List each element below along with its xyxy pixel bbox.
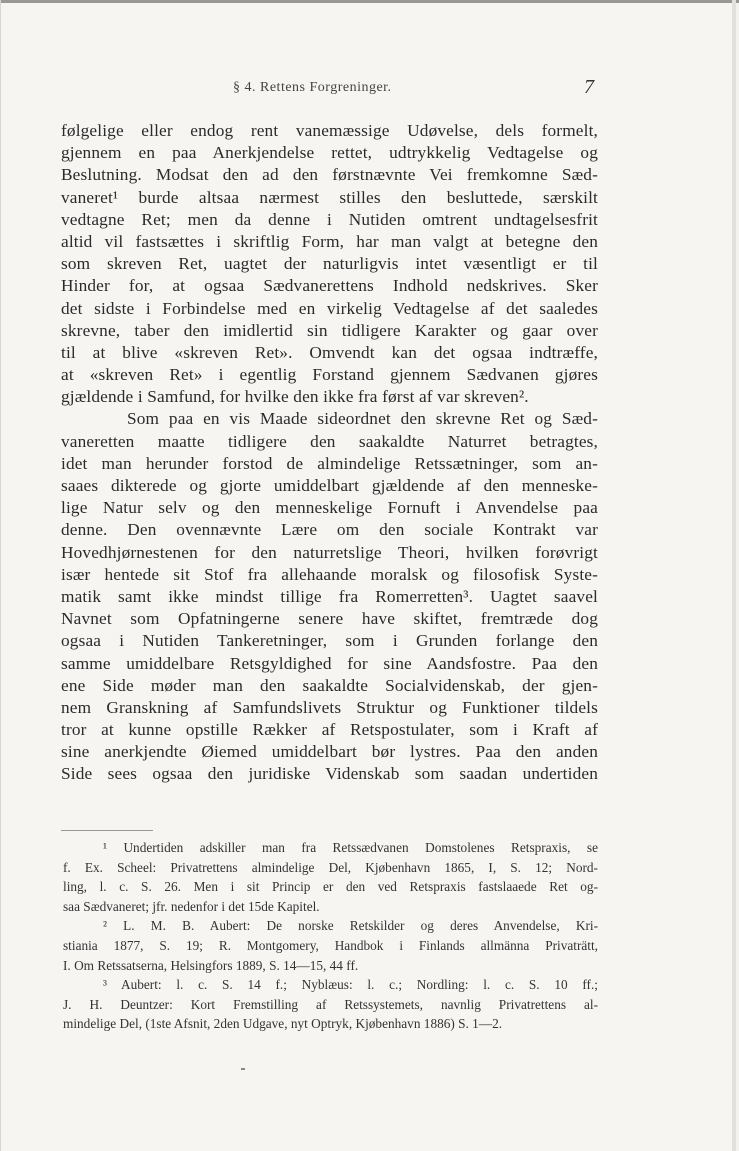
ink-speck [241, 1068, 245, 1070]
body-line: vedtagne Ret; men da denne i Nutiden omtrent undtagelsesfrit [61, 209, 598, 229]
body-line: til at blive «skreven Ret». Omvendt kan det ogsaa indtræffe, [61, 342, 598, 362]
body-line: ene Side møder man den saakaldte Socialvidenskab, der gjen- [61, 675, 598, 695]
body-line: samme umiddelbare Retsgyldighed for sine Aandsfostre. Paa den [61, 653, 598, 673]
footnote-line: f. Ex. Scheel: Privatrettens almindelige Del, Kjøbenhavn 1865, I, S. 12; Nord- [63, 859, 598, 875]
body-line: Navnet som Opfatningerne senere have skiftet, fremtræde dog [61, 609, 598, 629]
body-line: denne. Den ovennævnte Lære om den sociale Kontrakt var [61, 520, 598, 540]
footnote-line: I. Om Retssatserna, Helsingfors 1889, S. 14—15, 44 ff. [63, 957, 359, 973]
body-line: vaneret¹ burde altsaa nærmest stilles den besluttede, særskilt [61, 187, 598, 207]
footnote-line: stiania 1877, S. 19; R. Montgomery, Handbok i Finlands allmänna Privaträtt, [63, 937, 598, 953]
body-line: sine anerkjendte Øiemed umiddelbart bør lystres. Paa den anden [61, 742, 598, 762]
body-line: tror at kunne opstille Rækker af Retspostulater, som i Kraft af [61, 720, 598, 740]
footnote-line: J. H. Deuntzer: Kort Fremstilling af Retssystemets, navnlig Privatrettens al- [63, 996, 598, 1012]
body-line: altid vil fastsættes i skriftlig Form, har man valgt at betegne den [61, 231, 598, 251]
body-line: Hinder for, at ogsaa Sædvanerettens Indhold nedskrives. Sker [61, 276, 598, 296]
section-title: § 4. Rettens Forgreninger. [233, 80, 392, 95]
body-line: Beslutning. Modsat den ad den førstnævnte Vei fremkomne Sæd- [61, 165, 598, 185]
body-line: Side sees ogsaa den juridiske Videnskab som saadan undertiden [61, 764, 598, 784]
body-line: saaes dikterede og gjorte umiddelbart gjældende af den menneske- [61, 476, 598, 495]
body-line: ogsaa i Nutiden Tankeretninger, som i Grunden forlange den [61, 631, 598, 651]
body-line: Som paa en vis Maade sideordnet den skrevne Ret og Sæd- [127, 409, 598, 429]
body-line: at «skreven Ret» i egentlig Forstand gjennem Sædvanen gjøres [61, 365, 598, 385]
body-line: vaneretten maatte tidligere den saakaldte Naturret betragtes, [61, 431, 598, 451]
body-text [61, 120, 598, 786]
page-right-edge [732, 0, 736, 1151]
body-line: skrevne, taber den imidlertid sin tidligere Karakter og gaar over [61, 320, 598, 340]
running-header [1, 76, 739, 104]
footnote-separator [61, 830, 153, 831]
body-line: som skreven Ret, uagtet der naturligvis intet væsentligt er til [61, 254, 598, 274]
body-line: lige Natur selv og den menneskelige Fornuft i Anvendelse paa [61, 498, 598, 518]
page-number: 7 [584, 76, 594, 98]
footnote-line: ling, l. c. S. 26. Men i sit Princip er den ved Retspraxis fastslaaede Ret og- [63, 879, 598, 895]
footnote-line: saa Sædvaneret; jfr. nedenfor i det 15de Kapitel. [63, 898, 320, 914]
body-line: Hovedhjørnestenen for den naturretslige Theori, hvilken forøvrigt [61, 542, 598, 562]
footnote-line: ¹ Undertiden adskiller man fra Retssædvanen Domstolenes Retspraxis, se [103, 840, 598, 855]
footnote-line: ³ Aubert: l. c. S. 14 f.; Nyblæus: l. c.; Nordling: l. c. S. 10 ff.; [103, 977, 598, 993]
page-top-edge [1, 0, 739, 3]
body-line: nem Granskning af Samfundslivets Struktur og Funktioner tildels [61, 697, 598, 717]
body-line: idet man herunder forstod de almindelige Retssætninger, som an- [61, 453, 598, 473]
body-line: gjennem en paa Anerkjendelse rettet, udtrykkelig Vedtagelse og [61, 143, 598, 163]
body-line: følgelige eller endog rent vanemæssige Udøvelse, dels formelt, [61, 121, 598, 140]
footnotes [63, 838, 598, 1034]
body-line: matik samt ikke mindst tillige fra Romerretten³. Uagtet saavel [61, 586, 598, 606]
body-line: gjældende i Samfund, for hvilke den ikke fra først af var skreven². [61, 387, 529, 407]
footnote-line: mindelige Del, (1ste Afsnit, 2den Udgave, nyt Optryk, Kjøbenhavn 1886) S. 1—2. [63, 1016, 503, 1032]
body-line: det sidste i Forbindelse med en virkelig Vedtagelse af det saaledes [61, 298, 598, 318]
body-line: især hentede sit Stof fra allehaande moralsk og filosofisk Syste- [61, 564, 598, 584]
footnote-line: ² L. M. B. Aubert: De norske Retskilder og deres Anvendelse, Kri- [103, 918, 598, 934]
